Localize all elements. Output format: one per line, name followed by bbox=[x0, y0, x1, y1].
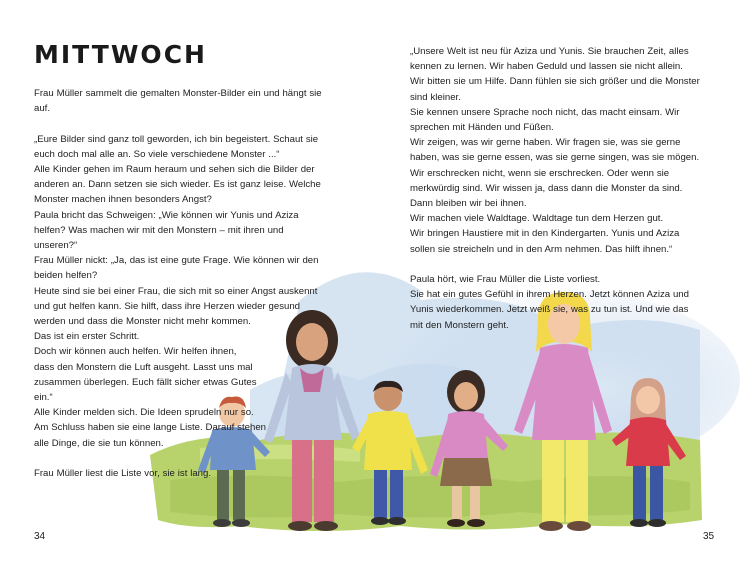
text-line: sprechen mit Händen und Füßen. bbox=[410, 122, 554, 134]
text-line: merkwürdig sind. Wir wissen ja, dass dann die Monster da sind. bbox=[410, 182, 683, 194]
text-line: Am Schluss haben sie eine lange Liste. Darauf stehen bbox=[34, 422, 266, 434]
text-line: unseren?“ bbox=[34, 240, 78, 252]
text-line: „Eure Bilder sind ganz toll geworden, ich bin begeistert. Schaut sie bbox=[34, 133, 319, 145]
paragraph-gap bbox=[34, 116, 322, 131]
text-line: Wir bringen Haustiere mit in den Kindergarten. Yunis und Aziza bbox=[410, 228, 680, 240]
text-line: Frau Müller sammelt die gemalten Monster-Bilder ein und hängt sie bbox=[34, 88, 322, 99]
text-line: Frau Müller liest die Liste vor, sie ist lang. bbox=[34, 468, 212, 480]
text-line: Paula hört, wie Frau Müller die Liste vorliest. bbox=[410, 274, 601, 286]
page-number-left: 34 bbox=[34, 531, 46, 542]
text-line: Monster machen ihnen besonders Angst? bbox=[34, 194, 212, 206]
text-line: Paula bricht das Schweigen: „Wie können wir Yunis und Aziza bbox=[34, 209, 299, 221]
text-line: Doch wir können auch helfen. Wir helfen ihnen, bbox=[34, 346, 237, 358]
text-line: beiden helfen? bbox=[34, 270, 98, 282]
text-line: euch doch mal alle an. So viele verschiedene Monster ...“ bbox=[34, 148, 280, 160]
chapter-title: MITTWOCH bbox=[34, 40, 207, 69]
text-line: ein.“ bbox=[34, 392, 53, 404]
text-line: zusammen überlegen. Euch fällt sicher etwas Gutes bbox=[34, 376, 257, 388]
text-line: dass den Monstern die Luft ausgeht. Lasst uns mal bbox=[34, 361, 253, 373]
text-line: Sie hat ein gutes Gefühl in ihrem Herzen. Jetzt können Aziza und bbox=[410, 289, 689, 301]
text-line: und gut helfen kann. Sie hilft, dass ihre Herzen wieder gesund bbox=[34, 300, 300, 312]
text-line: Sie kennen unsere Sprache noch nicht, das macht einsam. Wir bbox=[410, 106, 680, 118]
left-page-text bbox=[34, 86, 322, 481]
text-line: helfen? Was machen wir mit den Monstern – mit ihren und bbox=[34, 224, 284, 236]
text-line: Wir erschrecken nicht, wenn sie erschrecken. Oder wenn sie bbox=[410, 167, 670, 179]
text-line: sollen sie streicheln und in den Arm nehmen. Das hilft ihnen.“ bbox=[410, 243, 673, 255]
text-line: kennen zu lernen. Wir haben Geduld und lassen sie nicht allein. bbox=[410, 61, 683, 73]
text-line: Wir machen viele Waldtage. Waldtage tun dem Herzen gut. bbox=[410, 213, 664, 225]
text-line: Dann bleiben wir bei ihnen. bbox=[410, 198, 527, 210]
page-number-right: 35 bbox=[703, 531, 715, 542]
text-line: auf. bbox=[34, 103, 51, 115]
paragraph-gap bbox=[34, 451, 322, 466]
text-line: Heute sind sie bei einer Frau, die sich mit so einer Angst auskennt bbox=[34, 285, 318, 297]
text-line: mit den Monstern geht. bbox=[410, 319, 509, 331]
text-line: anderen an. Dann setzen sie sich wieder. Es ist ganz leise. Welche bbox=[34, 179, 321, 191]
text-line: Alle Kinder gehen im Raum heraum und sehen sich die Bilder der bbox=[34, 164, 315, 175]
text-line: haben, was sie gerne essen, was sie gerne singen, was sie mögen. bbox=[410, 152, 700, 164]
text-line: Frau Müller nickt: „Ja, das ist eine gute Frage. Wie können wir den bbox=[34, 255, 319, 267]
text-line: Wir bitten sie um Hilfe. Dann fühlen sie sich größer und die Monster bbox=[410, 76, 700, 88]
right-page-text bbox=[410, 44, 700, 333]
text-line: Yunis wiederkommen. Jetzt weiß sie, was zu tun ist. Und wie das bbox=[410, 304, 689, 316]
grass-shade bbox=[170, 475, 690, 517]
paragraph-gap bbox=[410, 257, 700, 272]
text-line: Alle Kinder melden sich. Die Ideen sprudeln nur so. bbox=[34, 407, 254, 419]
text-line: werden und dass die Monster nicht mehr kommen. bbox=[34, 316, 251, 328]
text-line: sind kleiner. bbox=[410, 91, 461, 103]
text-line: „Unsere Welt ist neu für Aziza und Yunis. Sie brauchen Zeit, alles bbox=[410, 46, 689, 57]
text-line: Das ist ein erster Schritt. bbox=[34, 331, 140, 343]
text-line: Wir zeigen, was wir gerne haben. Wir fragen sie, was sie gerne bbox=[410, 137, 681, 149]
text-line: alle Dinge, die sie tun können. bbox=[34, 437, 164, 449]
